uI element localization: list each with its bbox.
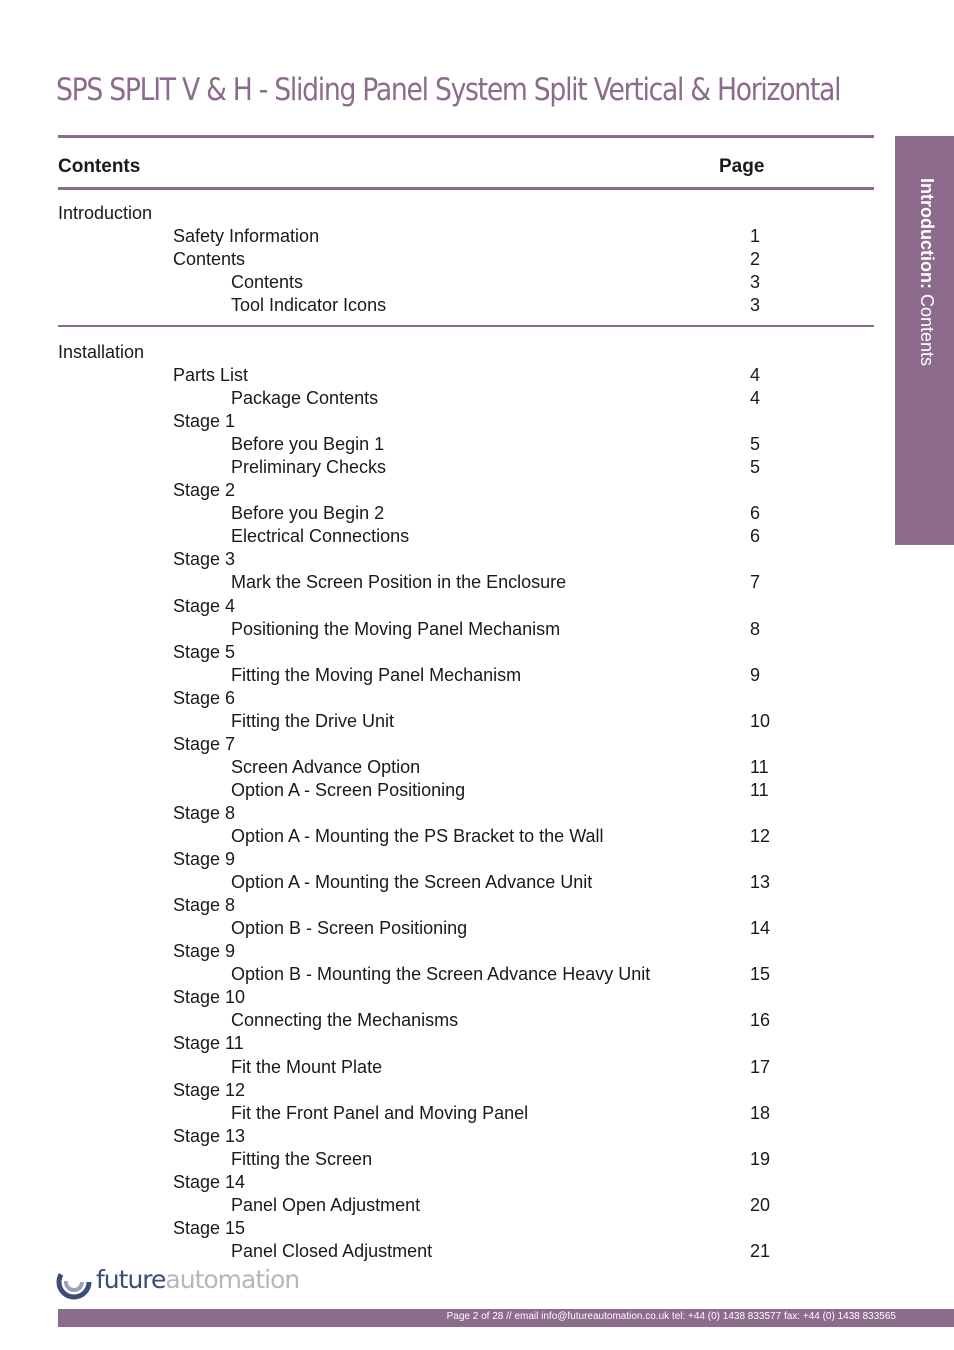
toc-subentry: Electrical Connections bbox=[231, 526, 410, 546]
toc-page-number: 11 bbox=[750, 757, 769, 777]
swirl-logo-icon bbox=[56, 1264, 92, 1300]
toc-entry: Stage 1 bbox=[173, 411, 236, 431]
toc-entry: Stage 5 bbox=[173, 642, 236, 662]
toc-subentry: Before you Begin 2 bbox=[231, 503, 385, 523]
toc-entry: Stage 4 bbox=[173, 596, 236, 616]
side-tab-section: Introduction: bbox=[917, 178, 937, 289]
toc-page-number: 3 bbox=[750, 295, 761, 315]
toc-page-number: 17 bbox=[750, 1057, 771, 1077]
toc-subentry: Connecting the Mechanisms bbox=[231, 1010, 459, 1030]
toc-entry: Stage 13 bbox=[173, 1126, 246, 1146]
toc-subentry: Panel Closed Adjustment bbox=[231, 1241, 433, 1261]
toc-subentry: Fitting the Screen bbox=[231, 1149, 373, 1169]
toc-page-number: 15 bbox=[750, 964, 771, 984]
toc-page-number: 1 bbox=[750, 226, 761, 246]
document-title: SPS SPLIT V & H - Sliding Panel System Split Vertical & Horizontal bbox=[56, 72, 841, 108]
section-heading: Introduction bbox=[58, 203, 153, 223]
page-column-header: Page bbox=[719, 156, 765, 177]
logo-word-future: future bbox=[96, 1265, 166, 1294]
toc-page-number: 13 bbox=[750, 872, 771, 892]
toc-subentry: Screen Advance Option bbox=[231, 757, 421, 777]
footer-contact-text: Page 2 of 28 // email info@futureautomation.co.uk tel: +44 (0) 1438 833577 fax: +44 (0) 1438 833565 bbox=[446, 1311, 896, 1322]
toc-page-number: 11 bbox=[750, 780, 769, 800]
toc-page-number: 2 bbox=[750, 249, 761, 269]
toc-subentry: Fit the Front Panel and Moving Panel bbox=[231, 1103, 529, 1123]
toc-page-number: 9 bbox=[750, 665, 761, 685]
footer-bar bbox=[58, 1309, 954, 1327]
toc-entry: Stage 3 bbox=[173, 549, 236, 569]
toc-entry: Stage 14 bbox=[173, 1172, 246, 1192]
toc-page-number: 6 bbox=[750, 503, 761, 523]
toc-page-number: 3 bbox=[750, 272, 761, 292]
side-tab-topic: Contents bbox=[917, 288, 937, 367]
toc-page-number: 16 bbox=[750, 1010, 771, 1030]
toc-subentry: Option A - Mounting the PS Bracket to the Wall bbox=[231, 826, 604, 846]
toc-page-number: 5 bbox=[750, 457, 761, 477]
section-divider-rule bbox=[58, 325, 874, 327]
toc-entry: Stage 6 bbox=[173, 688, 236, 708]
toc-subentry: Tool Indicator Icons bbox=[231, 295, 387, 315]
toc-subentry: Option A - Screen Positioning bbox=[231, 780, 466, 800]
logo-word-automation: automation bbox=[165, 1265, 300, 1294]
toc-subentry: Panel Open Adjustment bbox=[231, 1195, 421, 1215]
toc-subentry: Package Contents bbox=[231, 388, 379, 408]
toc-subentry: Option B - Screen Positioning bbox=[231, 918, 468, 938]
toc-subentry: Positioning the Moving Panel Mechanism bbox=[231, 619, 561, 639]
toc-subentry: Fit the Mount Plate bbox=[231, 1057, 383, 1077]
toc-subentry: Preliminary Checks bbox=[231, 457, 387, 477]
toc-page-number: 18 bbox=[750, 1103, 771, 1123]
toc-page-number: 4 bbox=[750, 365, 761, 385]
toc-page-number: 6 bbox=[750, 526, 761, 546]
toc-entry: Safety Information bbox=[173, 226, 320, 246]
toc-subentry: Fitting the Drive Unit bbox=[231, 711, 395, 731]
toc-subentry: Option B - Mounting the Screen Advance Heavy Unit bbox=[231, 964, 651, 984]
toc-page-number: 5 bbox=[750, 434, 761, 454]
toc-subentry: Contents bbox=[231, 272, 304, 292]
toc-subentry: Before you Begin 1 bbox=[231, 434, 385, 454]
logo-wordmark bbox=[96, 1265, 299, 1294]
toc-page-number: 7 bbox=[750, 572, 761, 592]
toc-entry: Stage 9 bbox=[173, 849, 236, 869]
toc-entry: Stage 7 bbox=[173, 734, 236, 754]
toc-entry: Parts List bbox=[173, 365, 249, 385]
toc-page-number: 4 bbox=[750, 388, 761, 408]
toc-page-number: 10 bbox=[750, 711, 771, 731]
toc-entry: Stage 2 bbox=[173, 480, 236, 500]
toc-entry: Stage 10 bbox=[173, 987, 246, 1007]
toc-subentry: Mark the Screen Position in the Enclosure bbox=[231, 572, 567, 592]
toc-entry: Contents bbox=[173, 249, 246, 269]
toc-entry: Stage 9 bbox=[173, 941, 236, 961]
toc-entry: Stage 8 bbox=[173, 803, 236, 823]
contents-column-header: Contents bbox=[58, 156, 141, 177]
toc-entry: Stage 11 bbox=[173, 1033, 244, 1053]
toc-page-number: 21 bbox=[750, 1241, 771, 1261]
toc-page-number: 19 bbox=[750, 1149, 771, 1169]
toc-subentry: Option A - Mounting the Screen Advance Unit bbox=[231, 872, 593, 892]
toc-page-number: 20 bbox=[750, 1195, 771, 1215]
toc-page-number: 12 bbox=[750, 826, 771, 846]
toc-page-number: 14 bbox=[750, 918, 771, 938]
section-heading: Installation bbox=[58, 342, 145, 362]
side-tab-label bbox=[916, 178, 937, 366]
toc-entry: Stage 12 bbox=[173, 1080, 246, 1100]
toc-entry: Stage 15 bbox=[173, 1218, 246, 1238]
header-bottom-rule bbox=[58, 187, 874, 190]
toc-subentry: Fitting the Moving Panel Mechanism bbox=[231, 665, 522, 685]
toc-entry: Stage 8 bbox=[173, 895, 236, 915]
header-top-rule bbox=[58, 135, 874, 138]
toc-page-number: 8 bbox=[750, 619, 761, 639]
